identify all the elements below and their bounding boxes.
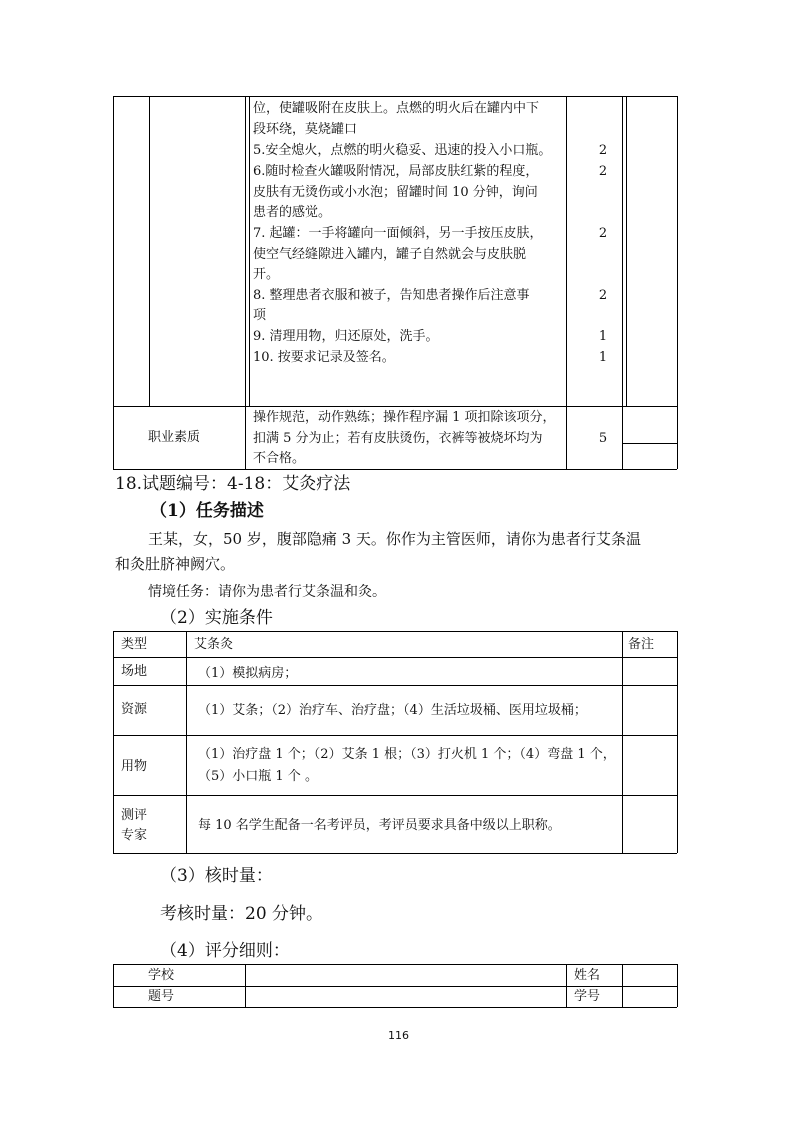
step-line: 6.随时检查火罐吸附情况，局部皮肤红紫的程度， (253, 164, 539, 179)
task-description-cont: 和灸肚脐神阙穴。 (115, 555, 236, 573)
section-title: 18.试题编号：4-18：艾灸疗法 (115, 474, 351, 494)
scenario-task: 情境任务：请你为患者行艾条温和灸。 (148, 584, 386, 600)
scoring-heading: （4）评分细则： (160, 941, 290, 961)
row-content: （5）小口瓶 1 个 。 (198, 769, 318, 784)
step-score: 2 (598, 143, 608, 158)
quality-score: 5 (598, 431, 608, 446)
row-type: 用物 (121, 759, 148, 774)
step-line: 皮肤有无烫伤或小水泡；留罐时间 10 分钟，询问 (253, 185, 538, 200)
step-line: 10. 按要求记录及签名。 (253, 350, 395, 365)
student-no-label: 学号 (574, 989, 601, 1004)
step-line: 段环绕，莫烧罐口 (253, 122, 358, 137)
step-line: 使空气经缝隙进入罐内，罐子自然就会与皮肤脱 (253, 247, 527, 262)
step-score: 2 (598, 164, 608, 179)
task-description: 王某，女，50 岁，腹部隐痛 3 天。你作为主管医师，请你为患者行艾条温 (148, 530, 641, 548)
conditions-heading: （2）实施条件 (160, 608, 273, 628)
step-line: 项 (253, 308, 267, 323)
name-label: 姓名 (574, 968, 601, 983)
row-content: （1）模拟病房； (198, 666, 298, 681)
row-type: 专家 (121, 828, 148, 843)
col-type-header: 类型 (121, 637, 148, 652)
step-score: 1 (598, 329, 608, 344)
quality-line: 操作规范，动作熟练；操作程序漏 1 项扣除该项分， (253, 410, 556, 425)
step-line: 9. 清理用物，归还原处，洗手。 (253, 329, 439, 344)
col-content-header: 艾条灸 (194, 637, 234, 652)
item-no-label: 题号 (148, 989, 175, 1004)
step-line: 开。 (253, 267, 280, 282)
row-content: （1）治疗盘 1 个；（2）艾条 1 根；（3）打火机 1 个；（4）弯盘 1 个， (198, 747, 616, 762)
page-number: 116 (388, 1029, 409, 1042)
row-content: （1）艾条；（2）治疗车、治疗盘；（4）生活垃圾桶、医用垃圾桶； (198, 703, 587, 718)
row-type: 测评 (121, 808, 148, 823)
step-line: 位，使罐吸附在皮肤上。点燃的明火后在罐内中下 (253, 101, 540, 116)
step-score: 1 (598, 350, 608, 365)
col-note-header: 备注 (628, 637, 655, 652)
task-heading: （1）任务描述 (150, 501, 264, 521)
quality-label: 职业素质 (148, 430, 201, 445)
quality-line: 扣满 5 分为止；若有皮肤烫伤，衣裤等被烧坏均为 (253, 431, 543, 446)
step-line: 7. 起罐：一手将罐向一面倾斜，另一手按压皮肤， (253, 226, 543, 241)
step-line: 患者的感觉。 (253, 205, 332, 220)
row-type: 场地 (121, 664, 148, 679)
row-type: 资源 (121, 702, 148, 717)
row-content: 每 10 名学生配备一名考评员，考评员要求具备中级以上职称。 (198, 818, 561, 833)
time-heading: （3）核时量： (160, 866, 273, 886)
step-line: 8. 整理患者衣服和被子，告知患者操作后注意事 (253, 288, 530, 303)
step-line: 5.安全熄火，点燃的明火稳妥、迅速的投入小口瓶。 (253, 143, 552, 158)
step-score: 2 (598, 226, 608, 241)
quality-line: 不合格。 (253, 451, 306, 466)
school-label: 学校 (148, 968, 175, 983)
time-text: 考核时量：20 分钟。 (160, 904, 324, 924)
step-score: 2 (598, 288, 608, 303)
